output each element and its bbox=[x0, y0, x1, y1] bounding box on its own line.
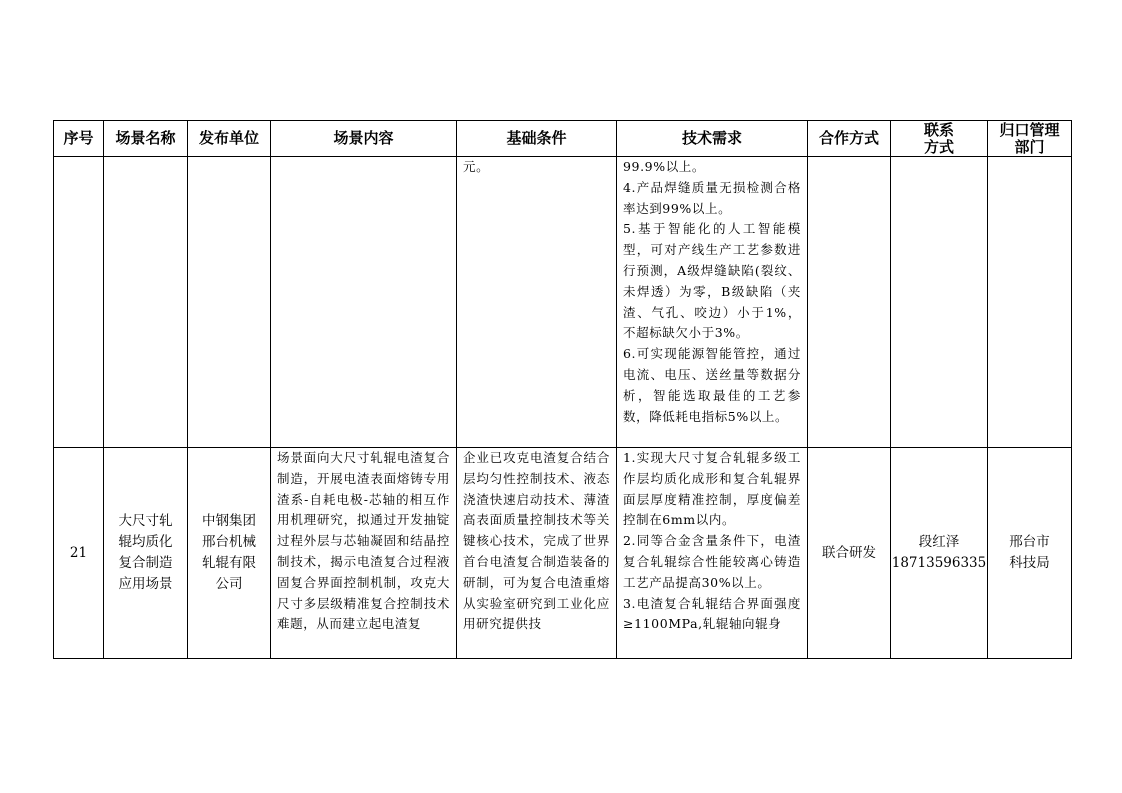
req-item: 3.电渣复合轧辊结合界面强度≥1100MPa,轧辊轴向辊身 bbox=[623, 595, 801, 632]
cell-dept bbox=[988, 448, 1072, 659]
publisher-line: 中钢集团 bbox=[202, 513, 256, 529]
cell-name-empty bbox=[104, 157, 188, 448]
req-cont-item: 4.产品焊缝质量无损检测合格率达到99%以上。 bbox=[623, 179, 801, 216]
cell-cooperation-empty bbox=[808, 157, 891, 448]
cell-contact bbox=[891, 448, 988, 659]
header-dept-line1: 归口管理 bbox=[999, 120, 1060, 139]
cell-publisher bbox=[188, 448, 271, 659]
cell-publisher-empty bbox=[188, 157, 271, 448]
req-cont-item: 99.9%以上。 bbox=[623, 159, 706, 174]
dept-line: 邢台市 bbox=[1009, 534, 1050, 550]
header-basis: 基础条件 bbox=[457, 121, 617, 157]
publisher-line: 公司 bbox=[215, 576, 243, 592]
dept-line: 科技局 bbox=[1009, 555, 1050, 571]
publisher-line: 邢台机械 bbox=[202, 534, 256, 550]
cell-scene-name bbox=[104, 448, 188, 659]
header-row bbox=[54, 121, 1072, 157]
req-item: 1.实现大尺寸复合轧辊多级工作层均质化成形和复合轧辊界面层厚度精准控制，厚度偏差控制在6mm以内。 bbox=[623, 450, 801, 528]
scene-content-text: 场景面向大尺寸轧辊电渣复合制造，开展电渣表面熔铸专用渣系-自耗电极-芯轴的相互作用机理研究，拟通过开发抽锭过程外层与芯轴凝固和结晶控制技术，揭示电渣复合过程液固复合界面控制机制，攻克大尺寸多层级精准复合控制技术难题，从而建立起电渣复 bbox=[277, 450, 450, 632]
requirements-list bbox=[617, 448, 807, 635]
cell-dept-empty bbox=[988, 157, 1072, 448]
cell-no: 21 bbox=[54, 448, 104, 659]
header-cooperation: 合作方式 bbox=[808, 121, 891, 157]
header-dept-line2: 部门 bbox=[1014, 137, 1045, 156]
header-scene-content: 场景内容 bbox=[271, 121, 457, 157]
header-contact-line1: 联系 bbox=[923, 120, 954, 139]
cell-content-empty bbox=[271, 157, 457, 448]
header-contact-line2: 方式 bbox=[923, 137, 954, 156]
basis-cont-text: 元。 bbox=[463, 159, 490, 174]
header-contact bbox=[891, 121, 988, 157]
cell-cooperation: 联合研发 bbox=[808, 448, 891, 659]
req-cont-item: 5.基于智能化的人工智能模型，可对产线生产工艺参数进行预测，A级焊缝缺陷(裂纹、未焊透）为零，B级缺陷（夹渣、气孔、咬边）小于1%，不超标缺欠小于3%。 bbox=[623, 221, 801, 341]
scene-name-line: 复合制造 bbox=[118, 555, 173, 571]
table-row-continued bbox=[54, 157, 1072, 448]
header-dept bbox=[988, 121, 1072, 157]
contact-phone: 18713596335 bbox=[891, 555, 987, 571]
header-no: 序号 bbox=[54, 121, 104, 157]
scene-name-line: 应用场景 bbox=[118, 576, 173, 592]
cell-no-empty bbox=[54, 157, 104, 448]
requirements-cont bbox=[617, 157, 807, 427]
table-row-21 bbox=[54, 448, 1072, 659]
cell-basis bbox=[457, 448, 617, 659]
cell-requirements bbox=[617, 448, 808, 659]
cell-scene-content bbox=[271, 448, 457, 659]
contact-name: 段红泽 bbox=[918, 534, 960, 550]
publisher-line: 轧辊有限 bbox=[202, 555, 256, 571]
header-scene-name: 场景名称 bbox=[104, 121, 188, 157]
scene-name-line: 辊均质化 bbox=[118, 534, 173, 550]
scene-name-line: 大尺寸轧 bbox=[118, 513, 173, 529]
basis-text: 企业已攻克电渣复合结合层均匀性控制技术、液态浇渣快速启动技术、薄渣高表面质量控制技术等关键核心技术，完成了世界首台电渣复合制造装备的研制，可为复合电渣重熔从实验室研究到工业化应用研究提供技 bbox=[463, 450, 610, 632]
header-publisher: 发布单位 bbox=[188, 121, 271, 157]
document-table bbox=[53, 120, 1072, 659]
req-item: 2.同等合金含量条件下，电渣复合轧辊综合性能较离心铸造工艺产品提高30%以上。 bbox=[623, 533, 801, 590]
header-requirements: 技术需求 bbox=[617, 121, 808, 157]
cell-basis-cont bbox=[457, 157, 617, 448]
req-cont-item: 6.可实现能源智能管控，通过电流、电压、送丝量等数据分析，智能选取最佳的工艺参数，降低耗电指标5%以上。 bbox=[623, 346, 801, 424]
cell-contact-empty bbox=[891, 157, 988, 448]
cell-requirements-cont bbox=[617, 157, 808, 448]
